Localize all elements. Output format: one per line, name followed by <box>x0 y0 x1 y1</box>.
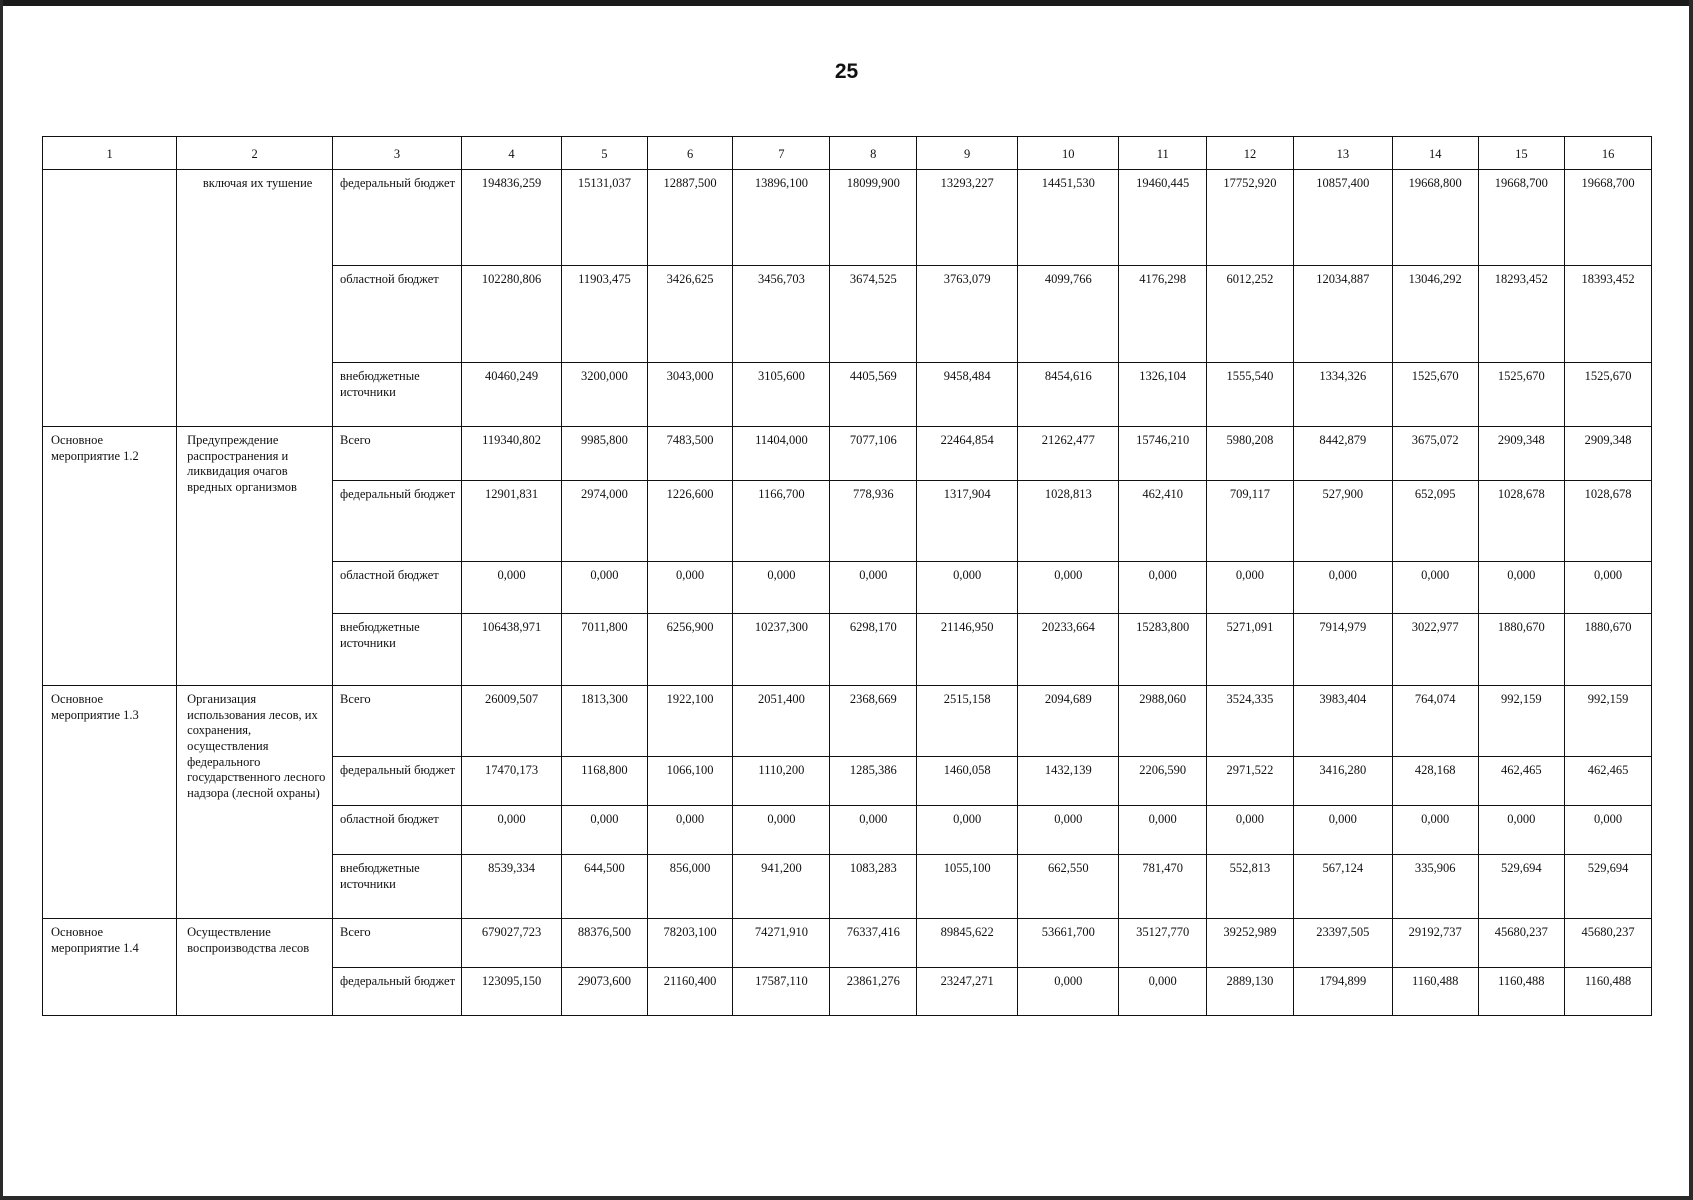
funding-source-cell: областной бюджет <box>332 562 461 614</box>
value-cell: 12034,887 <box>1293 266 1392 363</box>
value-cell: 5271,091 <box>1207 614 1294 686</box>
value-cell: 1160,488 <box>1392 968 1478 1016</box>
value-cell: 778,936 <box>830 481 917 562</box>
value-cell: 13293,227 <box>917 170 1018 266</box>
value-cell: 1083,283 <box>830 855 917 919</box>
value-cell: 3524,335 <box>1207 686 1294 757</box>
value-cell: 0,000 <box>562 562 648 614</box>
value-cell: 21262,477 <box>1018 427 1119 481</box>
column-header-3: 3 <box>332 137 461 170</box>
value-cell: 6012,252 <box>1207 266 1294 363</box>
value-cell: 0,000 <box>1119 806 1207 855</box>
value-cell: 0,000 <box>1018 562 1119 614</box>
column-header-16: 16 <box>1565 137 1652 170</box>
value-cell: 45680,237 <box>1478 919 1565 968</box>
value-cell: 19668,700 <box>1565 170 1652 266</box>
column-header-10: 10 <box>1018 137 1119 170</box>
value-cell: 7483,500 <box>647 427 733 481</box>
funding-source-cell: внебюджетные источники <box>332 855 461 919</box>
value-cell: 53661,700 <box>1018 919 1119 968</box>
value-cell: 8442,879 <box>1293 427 1392 481</box>
value-cell: 4176,298 <box>1119 266 1207 363</box>
value-cell: 1166,700 <box>733 481 830 562</box>
value-cell: 529,694 <box>1565 855 1652 919</box>
value-cell: 18293,452 <box>1478 266 1565 363</box>
value-cell: 2206,590 <box>1119 757 1207 806</box>
value-cell: 1525,670 <box>1565 363 1652 427</box>
value-cell: 12901,831 <box>461 481 561 562</box>
value-cell: 88376,500 <box>562 919 648 968</box>
value-cell: 1794,899 <box>1293 968 1392 1016</box>
value-cell: 1285,386 <box>830 757 917 806</box>
value-cell: 2909,348 <box>1478 427 1565 481</box>
funding-source-cell: областной бюджет <box>332 806 461 855</box>
value-cell: 7011,800 <box>562 614 648 686</box>
value-cell: 644,500 <box>562 855 648 919</box>
value-cell: 13046,292 <box>1392 266 1478 363</box>
value-cell: 18099,900 <box>830 170 917 266</box>
value-cell: 529,694 <box>1478 855 1565 919</box>
scan-border-bottom <box>0 1196 1693 1200</box>
value-cell: 679027,723 <box>461 919 561 968</box>
value-cell: 1334,326 <box>1293 363 1392 427</box>
value-cell: 0,000 <box>917 806 1018 855</box>
funding-source-cell: Всего <box>332 686 461 757</box>
value-cell: 1525,670 <box>1392 363 1478 427</box>
value-cell: 1168,800 <box>562 757 648 806</box>
column-header-14: 14 <box>1392 137 1478 170</box>
funding-source-cell: Всего <box>332 919 461 968</box>
column-header-5: 5 <box>562 137 648 170</box>
value-cell: 0,000 <box>461 562 561 614</box>
scan-border-left <box>0 0 3 1200</box>
value-cell: 0,000 <box>1293 806 1392 855</box>
value-cell: 9985,800 <box>562 427 648 481</box>
value-cell: 11903,475 <box>562 266 648 363</box>
activity-name-cell: Осуществление воспроизводства лесов <box>177 919 333 1016</box>
value-cell: 23861,276 <box>830 968 917 1016</box>
value-cell: 2094,689 <box>1018 686 1119 757</box>
value-cell: 15131,037 <box>562 170 648 266</box>
value-cell: 19668,800 <box>1392 170 1478 266</box>
value-cell: 3983,404 <box>1293 686 1392 757</box>
value-cell: 1555,540 <box>1207 363 1294 427</box>
scan-border-right <box>1689 0 1693 1200</box>
value-cell: 74271,910 <box>733 919 830 968</box>
funding-source-cell: внебюджетные источники <box>332 614 461 686</box>
value-cell: 26009,507 <box>461 686 561 757</box>
value-cell: 781,470 <box>1119 855 1207 919</box>
value-cell: 856,000 <box>647 855 733 919</box>
value-cell: 1326,104 <box>1119 363 1207 427</box>
value-cell: 0,000 <box>830 562 917 614</box>
column-header-9: 9 <box>917 137 1018 170</box>
value-cell: 709,117 <box>1207 481 1294 562</box>
value-cell: 14451,530 <box>1018 170 1119 266</box>
funding-source-cell: федеральный бюджет <box>332 757 461 806</box>
value-cell: 106438,971 <box>461 614 561 686</box>
value-cell: 462,465 <box>1478 757 1565 806</box>
value-cell: 0,000 <box>647 806 733 855</box>
activity-name-cell: Организация использования лесов, их сохранения, осуществления федерального государственного лесного надзора (лесной охраны) <box>177 686 333 919</box>
value-cell: 23247,271 <box>917 968 1018 1016</box>
value-cell: 76337,416 <box>830 919 917 968</box>
column-header-11: 11 <box>1119 137 1207 170</box>
value-cell: 764,074 <box>1392 686 1478 757</box>
value-cell: 17752,920 <box>1207 170 1294 266</box>
value-cell: 22464,854 <box>917 427 1018 481</box>
activity-code-cell <box>43 170 177 427</box>
value-cell: 1880,670 <box>1565 614 1652 686</box>
value-cell: 19460,445 <box>1119 170 1207 266</box>
value-cell: 17587,110 <box>733 968 830 1016</box>
table-row <box>43 170 1652 266</box>
activity-name-cell: Предупреждение распространения и ликвидация очагов вредных организмов <box>177 427 333 686</box>
value-cell: 0,000 <box>1478 806 1565 855</box>
value-cell: 1226,600 <box>647 481 733 562</box>
value-cell: 3416,280 <box>1293 757 1392 806</box>
value-cell: 0,000 <box>1018 968 1119 1016</box>
value-cell: 11404,000 <box>733 427 830 481</box>
value-cell: 3043,000 <box>647 363 733 427</box>
funding-source-cell: Всего <box>332 427 461 481</box>
funding-source-cell: внебюджетные источники <box>332 363 461 427</box>
value-cell: 941,200 <box>733 855 830 919</box>
value-cell: 3675,072 <box>1392 427 1478 481</box>
budget-table <box>42 136 1652 1016</box>
value-cell: 194836,259 <box>461 170 561 266</box>
value-cell: 1432,139 <box>1018 757 1119 806</box>
value-cell: 78203,100 <box>647 919 733 968</box>
value-cell: 3200,000 <box>562 363 648 427</box>
value-cell: 7914,979 <box>1293 614 1392 686</box>
value-cell: 7077,106 <box>830 427 917 481</box>
column-header-13: 13 <box>1293 137 1392 170</box>
value-cell: 1055,100 <box>917 855 1018 919</box>
column-header-6: 6 <box>647 137 733 170</box>
value-cell: 89845,622 <box>917 919 1018 968</box>
value-cell: 3022,977 <box>1392 614 1478 686</box>
value-cell: 1028,813 <box>1018 481 1119 562</box>
value-cell: 1317,904 <box>917 481 1018 562</box>
value-cell: 0,000 <box>733 562 830 614</box>
column-header-7: 7 <box>733 137 830 170</box>
value-cell: 0,000 <box>1565 806 1652 855</box>
funding-source-cell: областной бюджет <box>332 266 461 363</box>
value-cell: 10857,400 <box>1293 170 1392 266</box>
page-number: 25 <box>834 60 859 83</box>
value-cell: 462,410 <box>1119 481 1207 562</box>
value-cell: 552,813 <box>1207 855 1294 919</box>
value-cell: 39252,989 <box>1207 919 1294 968</box>
value-cell: 0,000 <box>1018 806 1119 855</box>
value-cell: 0,000 <box>1119 562 1207 614</box>
value-cell: 3763,079 <box>917 266 1018 363</box>
value-cell: 4405,569 <box>830 363 917 427</box>
value-cell: 0,000 <box>562 806 648 855</box>
value-cell: 20233,664 <box>1018 614 1119 686</box>
value-cell: 8454,616 <box>1018 363 1119 427</box>
column-header-8: 8 <box>830 137 917 170</box>
value-cell: 2909,348 <box>1565 427 1652 481</box>
value-cell: 2515,158 <box>917 686 1018 757</box>
activity-name-cell: включая их тушение <box>177 170 333 427</box>
value-cell: 0,000 <box>1478 562 1565 614</box>
value-cell: 3674,525 <box>830 266 917 363</box>
value-cell: 3426,625 <box>647 266 733 363</box>
column-header-1: 1 <box>43 137 177 170</box>
value-cell: 1160,488 <box>1565 968 1652 1016</box>
value-cell: 1028,678 <box>1478 481 1565 562</box>
value-cell: 10237,300 <box>733 614 830 686</box>
value-cell: 1813,300 <box>562 686 648 757</box>
value-cell: 2368,669 <box>830 686 917 757</box>
funding-source-cell: федеральный бюджет <box>332 968 461 1016</box>
value-cell: 6298,170 <box>830 614 917 686</box>
value-cell: 428,168 <box>1392 757 1478 806</box>
header-row <box>43 137 1652 170</box>
value-cell: 0,000 <box>1392 806 1478 855</box>
value-cell: 15283,800 <box>1119 614 1207 686</box>
scan-border-top <box>0 0 1693 6</box>
activity-code-cell: Основное мероприятие 1.4 <box>43 919 177 1016</box>
table-row <box>43 427 1652 481</box>
value-cell: 1028,678 <box>1565 481 1652 562</box>
value-cell: 1525,670 <box>1478 363 1565 427</box>
value-cell: 3456,703 <box>733 266 830 363</box>
value-cell: 45680,237 <box>1565 919 1652 968</box>
value-cell: 1880,670 <box>1478 614 1565 686</box>
value-cell: 21146,950 <box>917 614 1018 686</box>
value-cell: 0,000 <box>1207 562 1294 614</box>
funding-source-cell: федеральный бюджет <box>332 170 461 266</box>
value-cell: 21160,400 <box>647 968 733 1016</box>
activity-code-cell: Основное мероприятие 1.3 <box>43 686 177 919</box>
value-cell: 0,000 <box>1119 968 1207 1016</box>
funding-source-cell: федеральный бюджет <box>332 481 461 562</box>
value-cell: 102280,806 <box>461 266 561 363</box>
value-cell: 0,000 <box>1392 562 1478 614</box>
value-cell: 15746,210 <box>1119 427 1207 481</box>
value-cell: 17470,173 <box>461 757 561 806</box>
value-cell: 8539,334 <box>461 855 561 919</box>
value-cell: 2974,000 <box>562 481 648 562</box>
value-cell: 123095,150 <box>461 968 561 1016</box>
value-cell: 2051,400 <box>733 686 830 757</box>
value-cell: 1460,058 <box>917 757 1018 806</box>
column-header-4: 4 <box>461 137 561 170</box>
value-cell: 0,000 <box>461 806 561 855</box>
value-cell: 992,159 <box>1478 686 1565 757</box>
value-cell: 29192,737 <box>1392 919 1478 968</box>
value-cell: 13896,100 <box>733 170 830 266</box>
value-cell: 9458,484 <box>917 363 1018 427</box>
table-row <box>43 686 1652 757</box>
value-cell: 1160,488 <box>1478 968 1565 1016</box>
value-cell: 29073,600 <box>562 968 648 1016</box>
column-header-12: 12 <box>1207 137 1294 170</box>
value-cell: 992,159 <box>1565 686 1652 757</box>
value-cell: 3105,600 <box>733 363 830 427</box>
value-cell: 462,465 <box>1565 757 1652 806</box>
value-cell: 35127,770 <box>1119 919 1207 968</box>
value-cell: 4099,766 <box>1018 266 1119 363</box>
value-cell: 1922,100 <box>647 686 733 757</box>
value-cell: 40460,249 <box>461 363 561 427</box>
value-cell: 0,000 <box>917 562 1018 614</box>
value-cell: 0,000 <box>1565 562 1652 614</box>
value-cell: 662,550 <box>1018 855 1119 919</box>
value-cell: 18393,452 <box>1565 266 1652 363</box>
value-cell: 2971,522 <box>1207 757 1294 806</box>
value-cell: 119340,802 <box>461 427 561 481</box>
value-cell: 527,900 <box>1293 481 1392 562</box>
column-header-2: 2 <box>177 137 333 170</box>
column-header-15: 15 <box>1478 137 1565 170</box>
value-cell: 12887,500 <box>647 170 733 266</box>
value-cell: 0,000 <box>1293 562 1392 614</box>
value-cell: 2988,060 <box>1119 686 1207 757</box>
value-cell: 23397,505 <box>1293 919 1392 968</box>
value-cell: 335,906 <box>1392 855 1478 919</box>
table-row <box>43 919 1652 968</box>
activity-code-cell: Основное мероприятие 1.2 <box>43 427 177 686</box>
value-cell: 5980,208 <box>1207 427 1294 481</box>
value-cell: 1110,200 <box>733 757 830 806</box>
value-cell: 0,000 <box>733 806 830 855</box>
value-cell: 567,124 <box>1293 855 1392 919</box>
value-cell: 2889,130 <box>1207 968 1294 1016</box>
value-cell: 652,095 <box>1392 481 1478 562</box>
value-cell: 19668,700 <box>1478 170 1565 266</box>
value-cell: 6256,900 <box>647 614 733 686</box>
value-cell: 0,000 <box>1207 806 1294 855</box>
value-cell: 0,000 <box>647 562 733 614</box>
value-cell: 1066,100 <box>647 757 733 806</box>
value-cell: 0,000 <box>830 806 917 855</box>
